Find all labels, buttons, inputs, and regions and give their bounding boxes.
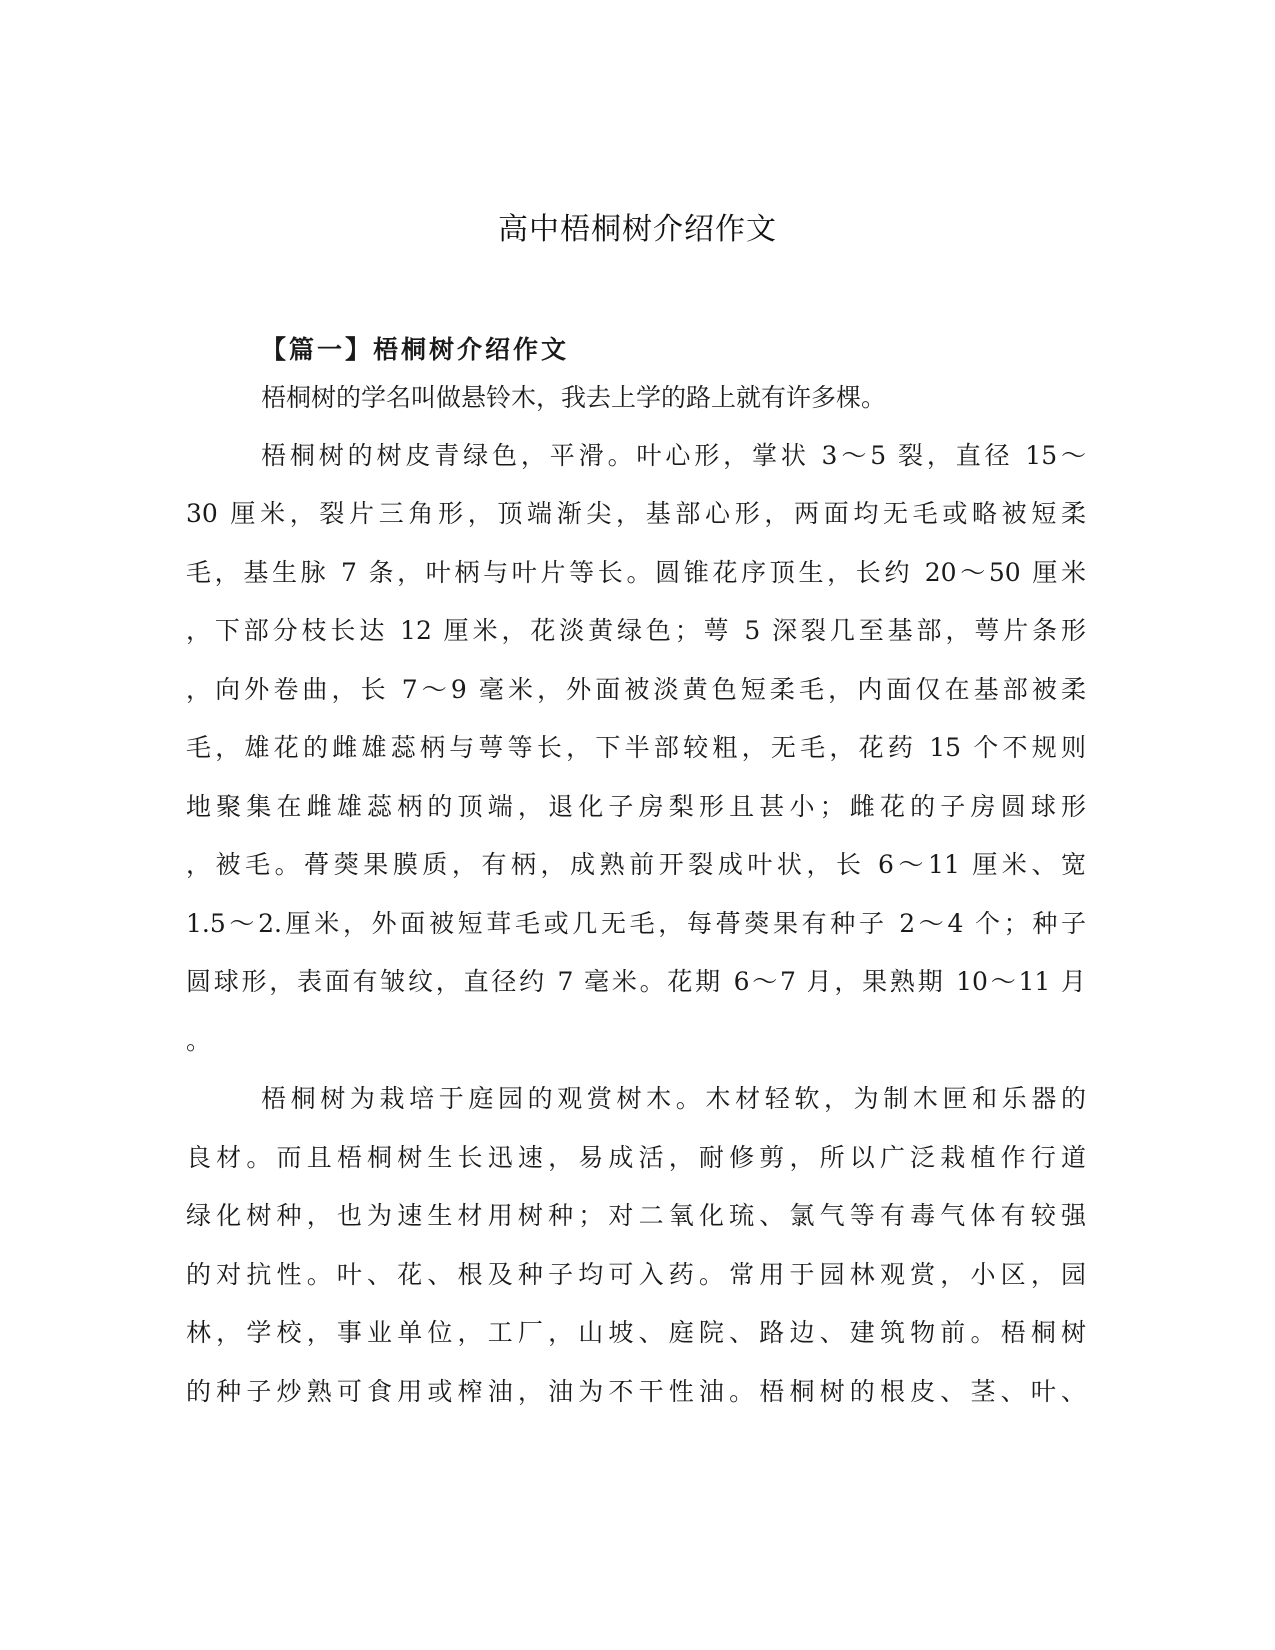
paragraph-2-line-3: 毛，基生脉 7 条，叶柄与叶片等长。圆锥花序顶生，长约 20～50 厘米 <box>186 558 1086 587</box>
paragraph-2-line-9: 1.5～2.厘米，外面被短茸毛或几无毛，每蓇葖果有种子 2～4 个；种子 <box>186 909 1086 938</box>
paragraph-2-line-4: ，下部分枝长达 12 厘米，花淡黄绿色；萼 5 深裂几至基部，萼片条形 <box>186 616 1086 645</box>
paragraph-2-line-7: 地聚集在雌雄蕊柄的顶端，退化子房梨形且甚小；雌花的子房圆球形 <box>186 792 1086 821</box>
paragraph-3-line-3: 绿化树种，也为速生材用树种；对二氧化琉、氯气等有毒气体有较强 <box>186 1201 1086 1230</box>
paragraph-2-line-11: 。 <box>186 1026 212 1055</box>
paragraph-3-line-6: 的种子炒熟可食用或榨油，油为不干性油。梧桐树的根皮、茎、叶、 <box>186 1377 1086 1406</box>
paragraph-1-line-1: 梧桐树的学名叫做悬铃木，我去上学的路上就有许多棵。 <box>261 383 887 412</box>
document-title: 高中梧桐树介绍作文 <box>498 212 777 247</box>
paragraph-2-line-6: 毛，雄花的雌雄蕊柄与萼等长，下半部较粗，无毛，花药 15 个不规则 <box>186 733 1086 762</box>
paragraph-2-line-2: 30 厘米，裂片三角形，顶端渐尖，基部心形，两面均无毛或略被短柔 <box>186 499 1086 528</box>
paragraph-3-line-4: 的对抗性。叶、花、根及种子均可入药。常用于园林观赏，小区，园 <box>186 1260 1086 1289</box>
paragraph-2-line-5: ，向外卷曲，长 7～9 毫米，外面被淡黄色短柔毛，内面仅在基部被柔 <box>186 675 1086 704</box>
section-heading: 【篇一】梧桐树介绍作文 <box>261 335 570 364</box>
paragraph-2-line-10: 圆球形，表面有皱纹，直径约 7 毫米。花期 6～7 月，果熟期 10～11 月 <box>186 967 1086 996</box>
paragraph-3-line-5: 林，学校，事业单位，工厂，山坡、庭院、路边、建筑物前。梧桐树 <box>186 1318 1086 1347</box>
paragraph-2-line-1: 梧桐树的树皮青绿色，平滑。叶心形，掌状 3～5 裂，直径 15～ <box>261 441 1086 470</box>
paragraph-3-line-2: 良材。而且梧桐树生长迅速，易成活，耐修剪，所以广泛栽植作行道 <box>186 1143 1086 1172</box>
paragraph-2-line-8: ，被毛。蓇葖果膜质，有柄，成熟前开裂成叶状，长 6～11 厘米、宽 <box>186 850 1086 879</box>
paragraph-3-line-1: 梧桐树为栽培于庭园的观赏树木。木材轻软，为制木匣和乐器的 <box>261 1084 1086 1113</box>
